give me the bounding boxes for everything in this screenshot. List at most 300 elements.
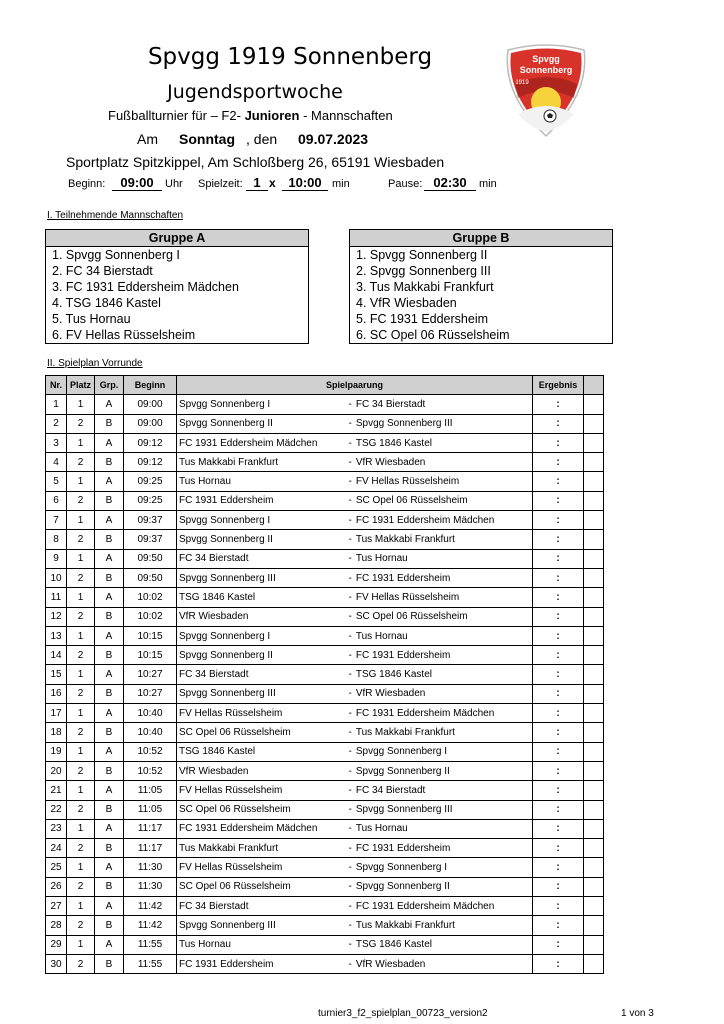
match-dash: -	[348, 534, 352, 546]
gruppe-a-title: Gruppe A	[46, 230, 308, 247]
gruppe-b-title: Gruppe B	[350, 230, 612, 247]
match-nr: 21	[46, 781, 67, 800]
match-away-team-name: FC 1931 Eddersheim	[355, 649, 451, 661]
match-beginn: 09:00	[124, 414, 177, 433]
match-extra	[584, 607, 604, 626]
match-extra	[584, 395, 604, 414]
match-dash: -	[348, 418, 352, 430]
match-result[interactable]: :	[533, 530, 584, 549]
match-dash: -	[348, 919, 352, 931]
table-row	[46, 568, 604, 587]
match-beginn: 10:15	[124, 646, 177, 665]
match-away-team-name: TSG 1846 Kastel	[355, 437, 432, 449]
match-platz: 2	[67, 607, 95, 626]
match-nr: 2	[46, 414, 67, 433]
match-away-team	[349, 916, 533, 935]
tournament-age-group: Junioren	[244, 108, 300, 123]
match-home-team: FV Hellas Rüsselsheim	[177, 858, 349, 877]
match-away-team	[349, 761, 533, 780]
match-dash: -	[348, 649, 352, 661]
match-platz: 2	[67, 954, 95, 973]
match-home-team: SC Opel 06 Rüsselsheim	[177, 800, 349, 819]
table-row	[46, 761, 604, 780]
match-nr: 13	[46, 626, 67, 645]
match-result[interactable]: :	[533, 491, 584, 510]
match-nr: 8	[46, 530, 67, 549]
logo-top-text: Spvgg	[532, 54, 560, 64]
match-away-team	[349, 588, 533, 607]
match-extra	[584, 588, 604, 607]
match-result[interactable]: :	[533, 607, 584, 626]
match-beginn: 11:05	[124, 800, 177, 819]
match-extra	[584, 819, 604, 838]
match-platz: 1	[67, 819, 95, 838]
pause-value: 02:30	[424, 175, 476, 191]
match-grp: B	[95, 839, 124, 858]
table-row	[46, 395, 604, 414]
match-result[interactable]: :	[533, 704, 584, 723]
match-dash: -	[348, 591, 352, 603]
match-extra	[584, 684, 604, 703]
spielzeit-value: 10:00	[282, 175, 328, 191]
match-beginn: 10:02	[124, 607, 177, 626]
match-home-team: Spvgg Sonnenberg II	[177, 414, 349, 433]
match-nr: 17	[46, 704, 67, 723]
match-grp: B	[95, 607, 124, 626]
match-beginn: 11:30	[124, 858, 177, 877]
col-header-platz: Platz	[67, 376, 95, 395]
match-away-team	[349, 704, 533, 723]
match-beginn: 11:42	[124, 897, 177, 916]
gruppe-a-team: 5. Tus Hornau	[52, 312, 131, 326]
match-home-team: Spvgg Sonnenberg III	[177, 568, 349, 587]
match-platz: 2	[67, 414, 95, 433]
match-result[interactable]: :	[533, 723, 584, 742]
match-result[interactable]: :	[533, 800, 584, 819]
match-grp: B	[95, 800, 124, 819]
match-dash: -	[348, 398, 352, 410]
match-result[interactable]: :	[533, 588, 584, 607]
match-away-team-name: FC 1931 Eddersheim Mädchen	[355, 514, 495, 526]
match-grp: B	[95, 877, 124, 896]
match-result[interactable]: :	[533, 626, 584, 645]
match-away-team	[349, 897, 533, 916]
pause-unit: min	[479, 178, 497, 190]
match-grp: A	[95, 588, 124, 607]
match-away-team-name: VfR Wiesbaden	[355, 958, 426, 970]
match-home-team: Tus Hornau	[177, 935, 349, 954]
match-away-team	[349, 472, 533, 491]
match-away-team	[349, 839, 533, 858]
match-dash: -	[348, 958, 352, 970]
match-away-team-name: Spvgg Sonnenberg I	[355, 862, 448, 874]
match-away-team	[349, 935, 533, 954]
match-nr: 23	[46, 819, 67, 838]
date-day: Sonntag	[179, 131, 235, 147]
footer-page: 1 von 3	[621, 1008, 654, 1019]
match-beginn: 10:40	[124, 704, 177, 723]
logo-year: 1919	[515, 80, 529, 86]
date-value: 09.07.2023	[298, 131, 369, 147]
table-row	[46, 433, 604, 452]
match-dash: -	[348, 688, 352, 700]
table-row	[46, 858, 604, 877]
match-away-team-name: Spvgg Sonnenberg I	[355, 746, 448, 758]
match-dash: -	[348, 630, 352, 642]
match-away-team-name: FC 34 Bierstadt	[355, 784, 426, 796]
gruppe-b-team: 3. Tus Makkabi Frankfurt	[356, 280, 494, 294]
beginn-label: Beginn:	[68, 178, 106, 190]
match-platz: 1	[67, 588, 95, 607]
match-extra	[584, 704, 604, 723]
match-platz: 2	[67, 491, 95, 510]
match-away-team-name: SC Opel 06 Rüsselsheim	[355, 495, 468, 507]
match-beginn: 11:17	[124, 819, 177, 838]
match-grp: A	[95, 549, 124, 568]
match-extra	[584, 472, 604, 491]
match-platz: 1	[67, 433, 95, 452]
match-platz: 2	[67, 877, 95, 896]
match-platz: 2	[67, 530, 95, 549]
match-home-team: Spvgg Sonnenberg III	[177, 684, 349, 703]
table-row	[46, 607, 604, 626]
match-result[interactable]: :	[533, 916, 584, 935]
match-home-team: FC 1931 Eddersheim	[177, 491, 349, 510]
match-beginn: 11:42	[124, 916, 177, 935]
table-row	[46, 781, 604, 800]
match-dash: -	[348, 726, 352, 738]
match-extra	[584, 549, 604, 568]
match-home-team: VfR Wiesbaden	[177, 607, 349, 626]
match-home-team: Spvgg Sonnenberg II	[177, 530, 349, 549]
match-platz: 1	[67, 511, 95, 530]
match-platz: 1	[67, 472, 95, 491]
match-beginn: 09:50	[124, 549, 177, 568]
match-nr: 14	[46, 646, 67, 665]
match-result[interactable]: :	[533, 897, 584, 916]
match-grp: A	[95, 935, 124, 954]
match-grp: B	[95, 761, 124, 780]
match-away-team-name: Tus Makkabi Frankfurt	[355, 919, 455, 931]
match-away-team-name: SC Opel 06 Rüsselsheim	[355, 611, 468, 623]
match-nr: 6	[46, 491, 67, 510]
match-grp: B	[95, 414, 124, 433]
match-nr: 7	[46, 511, 67, 530]
col-header-grp: Grp.	[95, 376, 124, 395]
match-nr: 19	[46, 742, 67, 761]
match-grp: B	[95, 684, 124, 703]
tournament-prefix: Fußballturnier für – F2-	[108, 108, 241, 123]
gruppe-a-team: 3. FC 1931 Eddersheim Mädchen	[52, 280, 239, 294]
match-extra	[584, 954, 604, 973]
match-beginn: 10:27	[124, 665, 177, 684]
match-platz: 2	[67, 684, 95, 703]
match-result[interactable]: :	[533, 646, 584, 665]
match-extra	[584, 935, 604, 954]
match-home-team: TSG 1846 Kastel	[177, 588, 349, 607]
match-result[interactable]: :	[533, 761, 584, 780]
match-beginn: 11:30	[124, 877, 177, 896]
spielzeit-x: x	[269, 176, 276, 190]
match-result[interactable]: :	[533, 414, 584, 433]
match-platz: 1	[67, 781, 95, 800]
spielzeit-label: Spielzeit:	[198, 178, 243, 190]
match-nr: 15	[46, 665, 67, 684]
match-nr: 3	[46, 433, 67, 452]
match-beginn: 09:12	[124, 433, 177, 452]
match-away-team-name: FC 34 Bierstadt	[355, 398, 426, 410]
gruppe-a-team: 6. FV Hellas Rüsselsheim	[52, 328, 196, 342]
date-am-label: Am	[137, 131, 158, 147]
match-nr: 22	[46, 800, 67, 819]
match-nr: 20	[46, 761, 67, 780]
match-nr: 24	[46, 839, 67, 858]
match-result[interactable]: :	[533, 935, 584, 954]
match-extra	[584, 761, 604, 780]
venue: Sportplatz Spitzkippel, Am Schloßberg 26, 65191 Wiesbaden	[66, 154, 445, 170]
match-platz: 1	[67, 935, 95, 954]
match-dash: -	[348, 881, 352, 893]
match-result[interactable]: :	[533, 954, 584, 973]
match-grp: A	[95, 433, 124, 452]
match-beginn: 11:55	[124, 954, 177, 973]
match-home-team: FV Hellas Rüsselsheim	[177, 704, 349, 723]
match-away-team-name: VfR Wiesbaden	[355, 456, 426, 468]
gruppe-b-team: 6. SC Opel 06 Rüsselsheim	[356, 328, 510, 342]
match-away-team	[349, 395, 533, 414]
match-platz: 1	[67, 897, 95, 916]
section-teams-heading: I. Teilnehmende Mannschaften	[47, 210, 184, 221]
table-row	[46, 684, 604, 703]
match-dash: -	[348, 553, 352, 565]
match-grp: A	[95, 819, 124, 838]
table-row	[46, 588, 604, 607]
table-row	[46, 723, 604, 742]
match-result[interactable]: :	[533, 819, 584, 838]
match-dash: -	[348, 842, 352, 854]
match-nr: 26	[46, 877, 67, 896]
match-dash: -	[348, 862, 352, 874]
match-platz: 2	[67, 568, 95, 587]
match-away-team	[349, 607, 533, 626]
match-result[interactable]: :	[533, 781, 584, 800]
beginn-value: 09:00	[112, 175, 162, 191]
match-beginn: 11:05	[124, 781, 177, 800]
match-home-team: Spvgg Sonnenberg I	[177, 395, 349, 414]
table-row	[46, 819, 604, 838]
match-grp: B	[95, 954, 124, 973]
match-result[interactable]: :	[533, 877, 584, 896]
match-away-team	[349, 453, 533, 472]
match-away-team	[349, 665, 533, 684]
match-result[interactable]: :	[533, 858, 584, 877]
match-grp: A	[95, 781, 124, 800]
match-home-team: Spvgg Sonnenberg II	[177, 646, 349, 665]
match-dash: -	[348, 476, 352, 488]
match-home-team: Tus Hornau	[177, 472, 349, 491]
match-platz: 1	[67, 626, 95, 645]
match-nr: 10	[46, 568, 67, 587]
match-schedule-table	[45, 375, 604, 974]
match-grp: A	[95, 472, 124, 491]
col-header-nr: Nr.	[46, 376, 67, 395]
match-platz: 2	[67, 723, 95, 742]
match-away-team	[349, 781, 533, 800]
page-subtitle: Jugendsportwoche	[167, 81, 343, 103]
match-result[interactable]: :	[533, 549, 584, 568]
match-away-team-name: FC 1931 Eddersheim	[355, 572, 451, 584]
match-dash: -	[348, 939, 352, 951]
match-away-team-name: Tus Hornau	[355, 823, 408, 835]
table-row	[46, 916, 604, 935]
match-nr: 27	[46, 897, 67, 916]
match-result[interactable]: :	[533, 568, 584, 587]
match-away-team	[349, 684, 533, 703]
match-away-team	[349, 491, 533, 510]
match-home-team: Tus Makkabi Frankfurt	[177, 839, 349, 858]
match-away-team-name: Spvgg Sonnenberg III	[355, 804, 453, 816]
match-home-team: Spvgg Sonnenberg I	[177, 626, 349, 645]
match-beginn: 10:52	[124, 742, 177, 761]
match-platz: 1	[67, 395, 95, 414]
match-result[interactable]: :	[533, 684, 584, 703]
match-home-team: SC Opel 06 Rüsselsheim	[177, 877, 349, 896]
col-header-ergebnis: Ergebnis	[533, 376, 584, 395]
table-row	[46, 511, 604, 530]
match-home-team: FC 1931 Eddersheim	[177, 954, 349, 973]
match-result[interactable]: :	[533, 742, 584, 761]
match-nr: 5	[46, 472, 67, 491]
match-platz: 2	[67, 800, 95, 819]
col-header-blank	[584, 376, 604, 395]
match-result[interactable]: :	[533, 511, 584, 530]
match-extra	[584, 742, 604, 761]
match-dash: -	[348, 765, 352, 777]
match-away-team	[349, 877, 533, 896]
match-away-team-name: FV Hellas Rüsselsheim	[355, 476, 460, 488]
match-away-team	[349, 549, 533, 568]
table-row	[46, 549, 604, 568]
gruppe-b-team: 4. VfR Wiesbaden	[356, 296, 457, 310]
match-beginn: 10:52	[124, 761, 177, 780]
match-dash: -	[348, 514, 352, 526]
match-extra	[584, 723, 604, 742]
match-away-team	[349, 723, 533, 742]
match-away-team	[349, 626, 533, 645]
match-away-team	[349, 819, 533, 838]
match-away-team	[349, 433, 533, 452]
tournament-suffix: - Mannschaften	[303, 108, 393, 123]
match-away-team	[349, 646, 533, 665]
col-header-beginn: Beginn	[124, 376, 177, 395]
match-beginn: 09:12	[124, 453, 177, 472]
table-row	[46, 626, 604, 645]
match-away-team-name: Spvgg Sonnenberg II	[355, 765, 450, 777]
match-home-team: Spvgg Sonnenberg III	[177, 916, 349, 935]
page-title: Spvgg 1919 Sonnenberg	[147, 44, 433, 70]
match-beginn: 11:17	[124, 839, 177, 858]
match-extra	[584, 897, 604, 916]
match-result[interactable]: :	[533, 433, 584, 452]
match-extra	[584, 781, 604, 800]
gruppe-b-team: 2. Spvgg Sonnenberg III	[356, 264, 491, 278]
table-row	[46, 646, 604, 665]
match-dash: -	[348, 707, 352, 719]
match-grp: A	[95, 626, 124, 645]
match-nr: 12	[46, 607, 67, 626]
match-beginn: 10:02	[124, 588, 177, 607]
table-row	[46, 839, 604, 858]
match-home-team: Spvgg Sonnenberg I	[177, 511, 349, 530]
match-beginn: 10:27	[124, 684, 177, 703]
match-away-team	[349, 858, 533, 877]
match-away-team	[349, 954, 533, 973]
match-away-team-name: FC 1931 Eddersheim Mädchen	[355, 900, 495, 912]
match-grp: A	[95, 511, 124, 530]
match-grp: A	[95, 395, 124, 414]
spielzeit-unit: min	[332, 178, 350, 190]
match-platz: 1	[67, 665, 95, 684]
match-away-team	[349, 414, 533, 433]
match-grp: A	[95, 897, 124, 916]
match-dash: -	[348, 784, 352, 796]
spielzeit-count: 1	[246, 175, 268, 191]
match-beginn: 10:40	[124, 723, 177, 742]
tournament-description	[108, 108, 393, 123]
logo-bottom-text: Sonnenberg	[519, 65, 573, 75]
match-away-team-name: Tus Makkabi Frankfurt	[355, 726, 455, 738]
match-nr: 18	[46, 723, 67, 742]
match-nr: 29	[46, 935, 67, 954]
match-nr: 11	[46, 588, 67, 607]
match-platz: 2	[67, 916, 95, 935]
match-schedule-body	[46, 395, 604, 974]
match-platz: 2	[67, 761, 95, 780]
gruppe-a-box	[45, 229, 309, 344]
match-dash: -	[348, 495, 352, 507]
match-away-team	[349, 568, 533, 587]
match-away-team-name: VfR Wiesbaden	[355, 688, 426, 700]
table-row	[46, 935, 604, 954]
match-away-team-name: Tus Hornau	[355, 630, 408, 642]
match-home-team: TSG 1846 Kastel	[177, 742, 349, 761]
match-extra	[584, 626, 604, 645]
match-result[interactable]: :	[533, 839, 584, 858]
match-result[interactable]: :	[533, 472, 584, 491]
table-row	[46, 897, 604, 916]
match-dash: -	[348, 823, 352, 835]
table-row	[46, 530, 604, 549]
table-header-row	[46, 376, 604, 395]
section-plan-heading: II. Spielplan Vorrunde	[47, 358, 143, 369]
pause-label: Pause:	[388, 178, 423, 190]
match-beginn: 09:00	[124, 395, 177, 414]
match-result[interactable]: :	[533, 395, 584, 414]
match-result[interactable]: :	[533, 665, 584, 684]
match-dash: -	[348, 456, 352, 468]
match-away-team-name: TSG 1846 Kastel	[355, 669, 432, 681]
match-grp: A	[95, 742, 124, 761]
match-platz: 1	[67, 742, 95, 761]
match-nr: 16	[46, 684, 67, 703]
table-row	[46, 742, 604, 761]
match-result[interactable]: :	[533, 453, 584, 472]
table-row	[46, 414, 604, 433]
table-row	[46, 877, 604, 896]
match-extra	[584, 916, 604, 935]
match-platz: 1	[67, 704, 95, 723]
footer-filename: turnier3_f2_spielplan_00723_version2	[318, 1008, 488, 1019]
